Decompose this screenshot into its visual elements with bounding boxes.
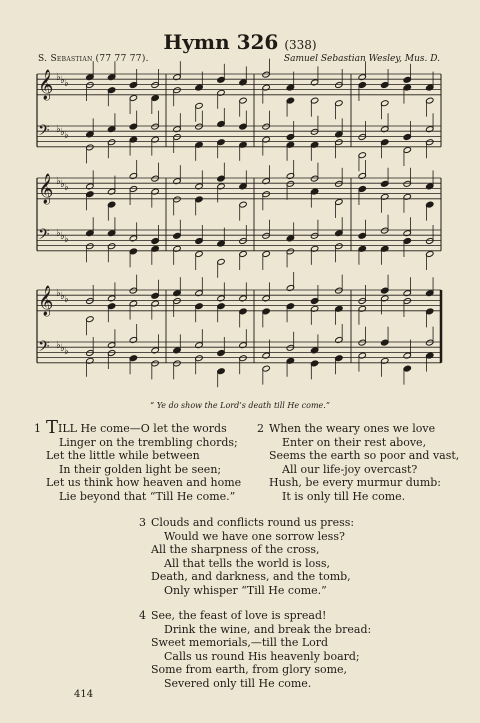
bass-clef: 𝄢 xyxy=(38,226,50,247)
flat-sign: ♭ xyxy=(64,294,69,305)
flat-sign: ♭ xyxy=(60,231,65,242)
stanza-line: All our life-joy overcast? xyxy=(282,462,418,476)
stanza-number: 1 xyxy=(34,422,41,435)
stanza-line: Let us think how heaven and home xyxy=(46,476,242,490)
stanza-line: Some from earth, from glory some, xyxy=(151,663,348,677)
stanza-line: All the sharpness of the cross, xyxy=(151,543,320,557)
stanza-number: 4 xyxy=(139,609,146,622)
flat-sign: ♭ xyxy=(64,182,69,193)
tune-meter: (77 77 77). xyxy=(95,54,149,64)
stanza-line: Linger on the trembling chords; xyxy=(59,435,238,449)
composer-credit: Samuel Sebastian Wesley, Mus. D. xyxy=(283,54,440,64)
stanza-line: Sweet memorials,—till the Lord xyxy=(151,636,329,650)
flat-sign: ♭ xyxy=(60,179,65,190)
hymn-title-text: Hymn 326 xyxy=(163,30,279,54)
flat-sign: ♭ xyxy=(64,78,69,89)
flat-sign: ♭ xyxy=(56,176,61,187)
stanza-line: Would we have one sorrow less? xyxy=(164,529,345,543)
flat-sign: ♭ xyxy=(60,75,65,86)
stanza-line: It is only till He come. xyxy=(282,489,406,503)
flat-sign: ♭ xyxy=(56,288,61,299)
stanza-line: When the weary ones we love xyxy=(269,422,436,435)
stanza-line: Enter on their rest above, xyxy=(282,435,427,449)
flat-sign: ♭ xyxy=(60,343,65,354)
hymn-alt-number: (338) xyxy=(284,38,317,52)
stanza-2 xyxy=(257,422,460,504)
stanza-3 xyxy=(139,516,355,598)
stanza-line: Seems the earth so poor and vast, xyxy=(269,449,460,463)
stanza-line: In their golden light be seen; xyxy=(59,462,222,476)
flat-sign: ♭ xyxy=(64,346,69,357)
tune-name: S. Sebastian (77 77 77). xyxy=(38,54,149,64)
stanza-line: TILL He come—O let the words xyxy=(46,417,227,438)
stanza-4 xyxy=(139,609,372,691)
stanza-line: Severed only till He come. xyxy=(164,676,312,690)
flat-sign: ♭ xyxy=(64,234,69,245)
stanza-line: All that tells the world is loss, xyxy=(164,556,331,570)
bass-clef: 𝄢 xyxy=(38,122,50,143)
stanza-1 xyxy=(34,417,242,504)
scripture-quote: “ Ye do show the Lord’s death till He come.” xyxy=(150,401,330,410)
stanza-line: Let the little while between xyxy=(46,449,200,463)
flat-sign: ♭ xyxy=(56,340,61,351)
stanza-line: Clouds and conflicts round us press: xyxy=(151,516,355,529)
stanza-line: Calls us round His heavenly board; xyxy=(164,649,360,663)
stanza-number: 2 xyxy=(257,422,264,435)
stanza-line: Lie beyond that “Till He come.” xyxy=(59,489,236,503)
flat-sign: ♭ xyxy=(56,72,61,83)
flat-sign: ♭ xyxy=(64,130,69,141)
stanza-line: Hush, be every murmur dumb: xyxy=(269,476,441,490)
stanza-line: See, the feast of love is spread! xyxy=(151,609,327,622)
flat-sign: ♭ xyxy=(60,291,65,302)
page-number: 414 xyxy=(74,689,94,700)
stanza-line: Drink the wine, and break the bread: xyxy=(164,622,372,636)
treble-clef: 𝄞 xyxy=(38,286,54,316)
stanza-number: 3 xyxy=(139,516,146,529)
flat-sign: ♭ xyxy=(56,124,61,135)
drop-cap: T xyxy=(46,417,59,438)
flat-sign: ♭ xyxy=(56,228,61,239)
stanza-line: Death, and darkness, and the tomb, xyxy=(151,570,351,584)
treble-clef: 𝄞 xyxy=(38,174,54,204)
bass-clef: 𝄢 xyxy=(38,338,50,359)
flat-sign: ♭ xyxy=(60,127,65,138)
treble-clef: 𝄞 xyxy=(38,70,54,100)
stanza-line: Only whisper “Till He come.” xyxy=(164,583,327,597)
